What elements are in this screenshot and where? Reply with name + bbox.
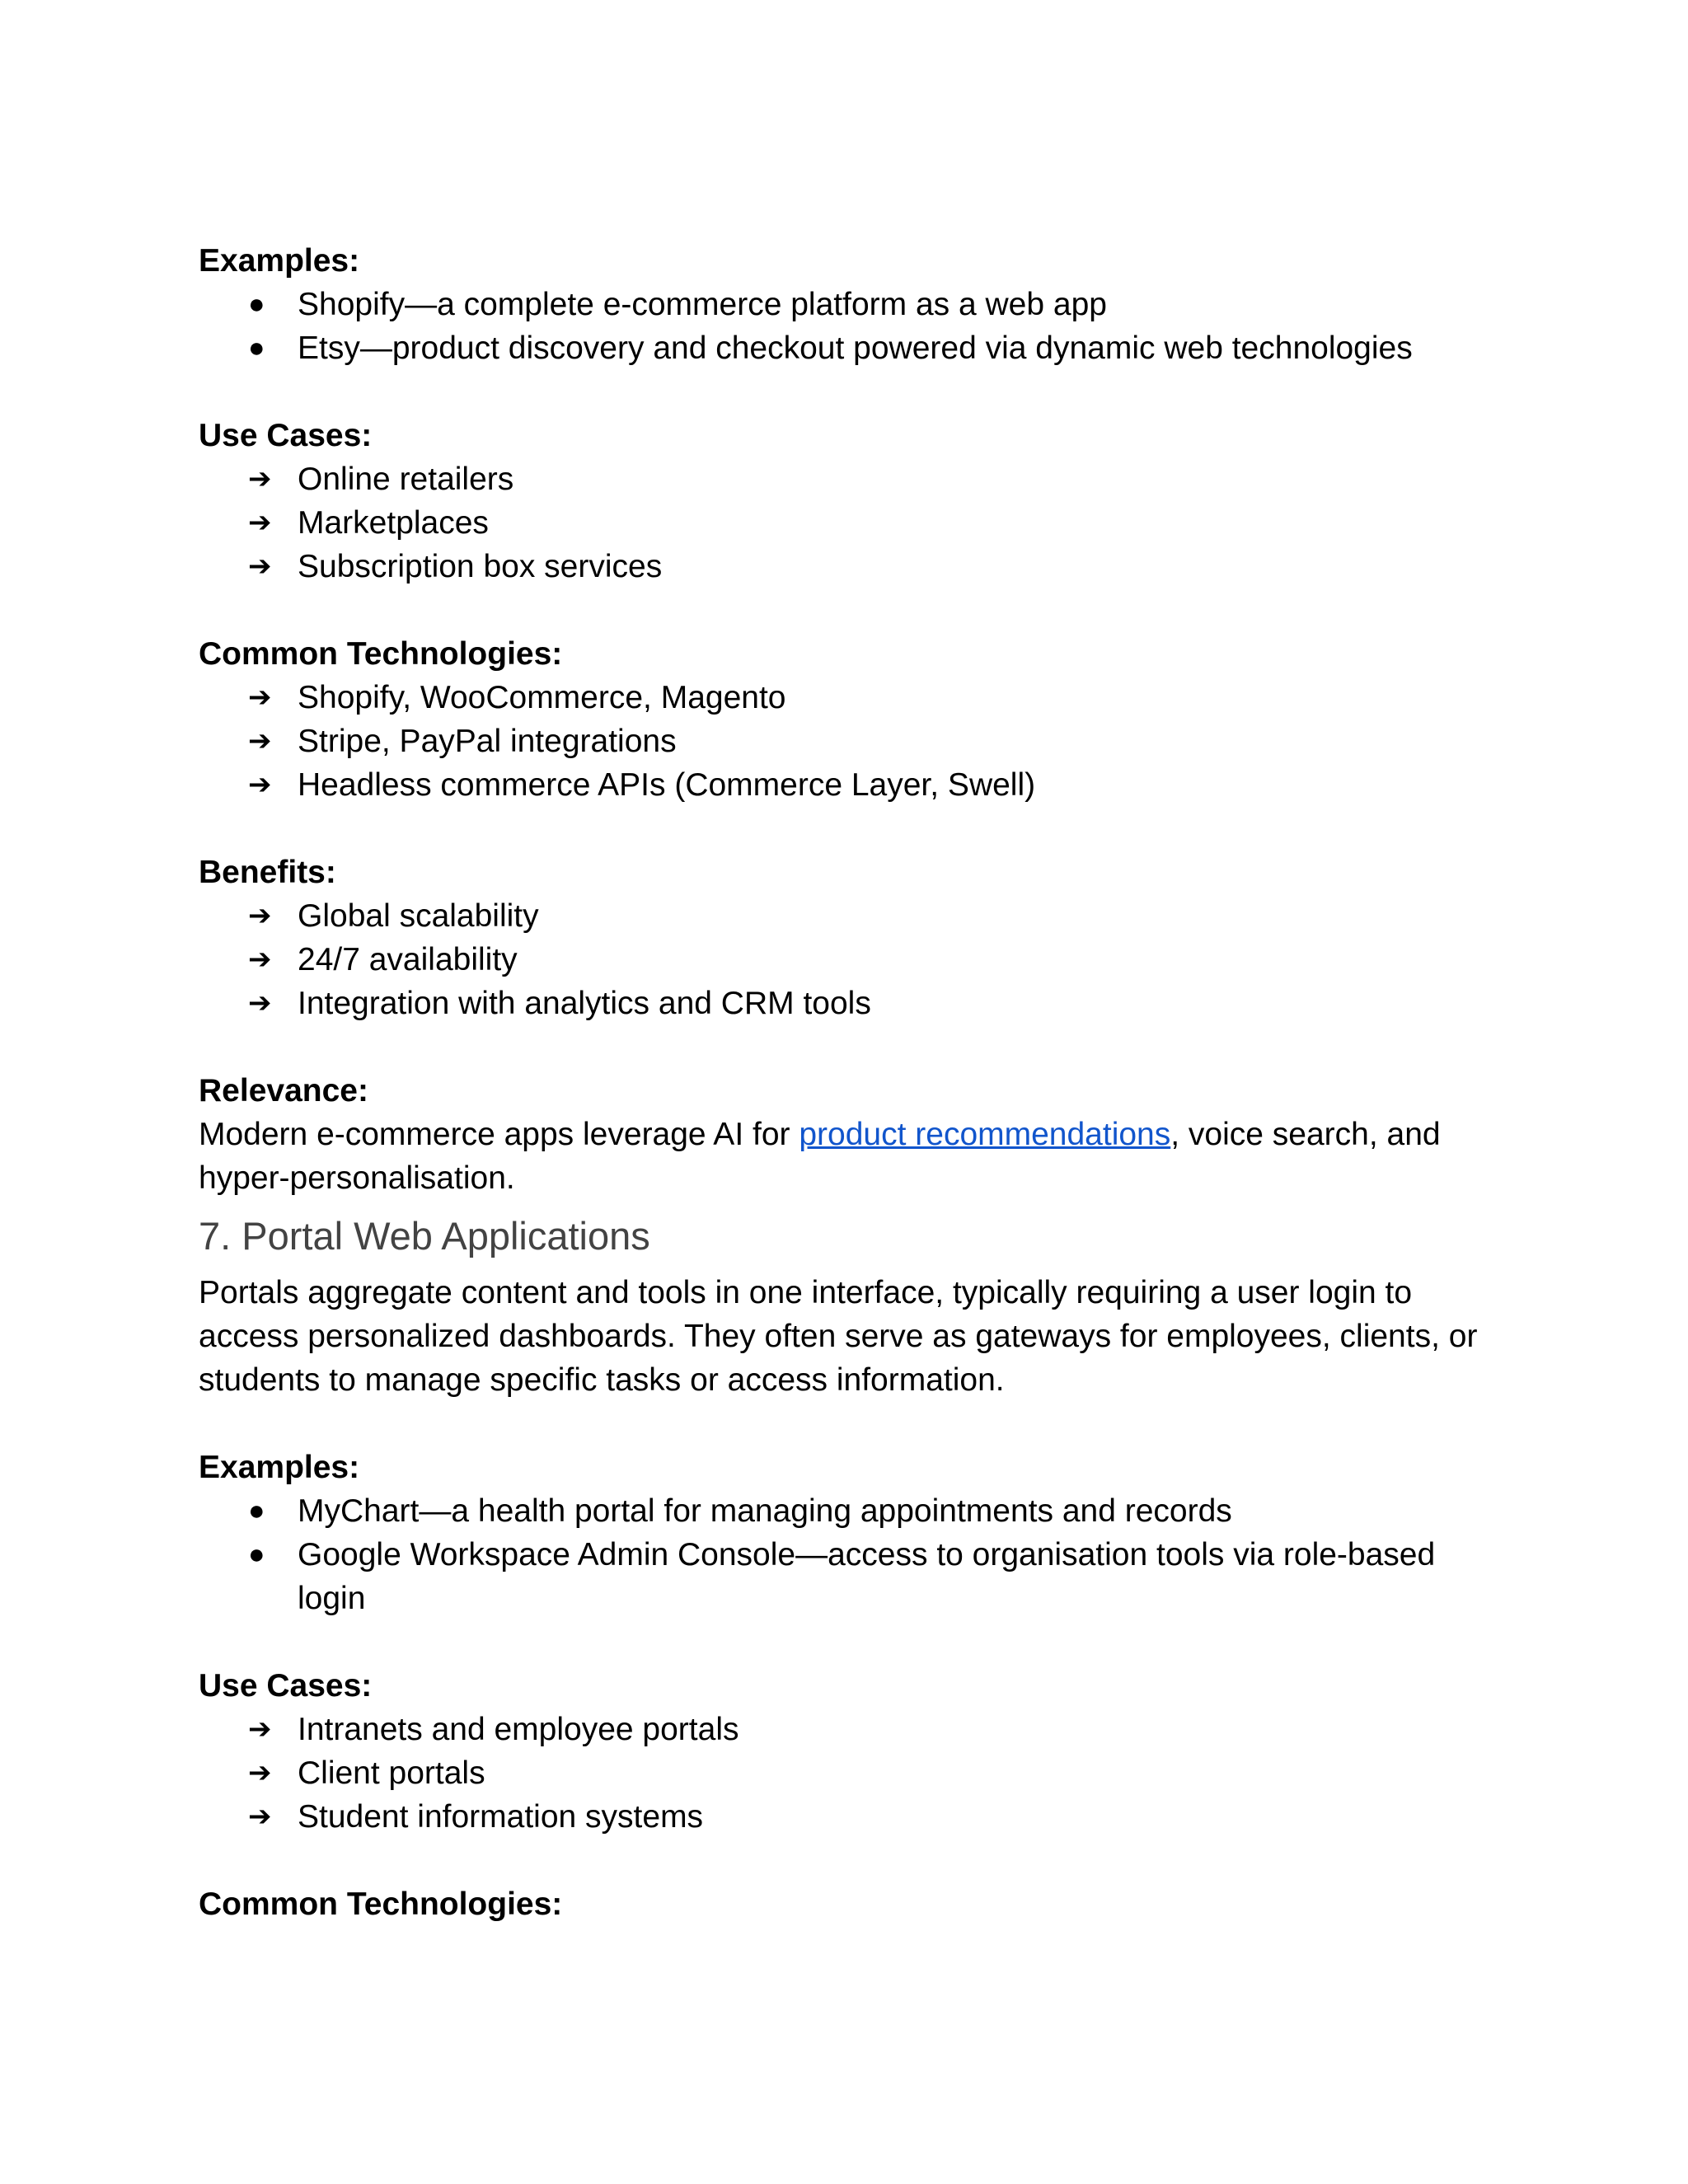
arrow-icon: ➔ <box>248 1800 272 1833</box>
relevance-label: Relevance: <box>199 1073 368 1108</box>
list-item: ➔ Online retailers <box>199 457 1501 501</box>
arrow-icon: ➔ <box>248 1756 272 1789</box>
list-item: ➔ Subscription box services <box>199 545 1501 588</box>
list-item: ➔ Headless commerce APIs (Commerce Layer, Swell) <box>199 763 1501 807</box>
list-item: ● Shopify—a complete e-commerce platform as a web app <box>199 283 1501 326</box>
list-item: ➔ Client portals <box>199 1751 1501 1795</box>
arrow-icon: ➔ <box>248 899 272 932</box>
spacer <box>199 807 1501 851</box>
examples-label: Examples: <box>199 1450 360 1485</box>
bullet-icon: ● <box>248 1539 265 1570</box>
list-item: ➔ 24/7 availability <box>199 938 1501 982</box>
relevance-paragraph: Modern e-commerce apps leverage AI for product recommendations, voice search, and hyper-personalisation. <box>199 1117 1441 1196</box>
arrow-icon: ➔ <box>248 768 272 801</box>
list-item: ➔ Integration with analytics and CRM tools <box>199 982 1501 1025</box>
examples-list <box>199 1489 1501 1620</box>
product-recommendations-link[interactable]: product recommendations <box>799 1117 1171 1152</box>
technologies-list <box>199 676 1501 807</box>
spacer <box>199 1620 1501 1664</box>
list-item: ● Etsy—product discovery and checkout powered via dynamic web technologies <box>199 326 1501 370</box>
use-cases-label: Use Cases: <box>199 1668 373 1704</box>
technologies-label: Common Technologies: <box>199 636 563 672</box>
arrow-icon: ➔ <box>248 987 272 1019</box>
list-item: ➔ Shopify, WooCommerce, Magento <box>199 676 1501 719</box>
examples-label: Examples: <box>199 243 360 279</box>
bullet-icon: ● <box>248 332 265 363</box>
technologies-label: Common Technologies: <box>199 1886 563 1922</box>
list-item: ➔ Global scalability <box>199 894 1501 938</box>
list-item: ● MyChart—a health portal for managing appointments and records <box>199 1489 1501 1533</box>
spacer <box>199 588 1501 632</box>
section-heading: 7. Portal Web Applications <box>199 1214 650 1258</box>
examples-list <box>199 283 1501 370</box>
use-cases-list <box>199 1708 1501 1839</box>
intro-paragraph: Portals aggregate content and tools in one interface, typically requiring a user login to access personalized dashboards. They often serve as gateways for employees, clients, or students to manage specific tasks or access information. <box>199 1275 1478 1398</box>
arrow-icon: ➔ <box>248 1713 272 1746</box>
list-item: ● Google Workspace Admin Console—access to organisation tools via role-based login <box>199 1533 1501 1620</box>
arrow-icon: ➔ <box>248 550 272 583</box>
arrow-icon: ➔ <box>248 462 272 495</box>
spacer <box>199 370 1501 414</box>
spacer <box>199 1402 1501 1446</box>
list-item: ➔ Student information systems <box>199 1795 1501 1839</box>
spacer <box>199 1025 1501 1069</box>
spacer <box>199 1839 1501 1882</box>
benefits-label: Benefits: <box>199 855 336 890</box>
list-item: ➔ Intranets and employee portals <box>199 1708 1501 1751</box>
use-cases-label: Use Cases: <box>199 418 373 453</box>
benefits-list <box>199 894 1501 1025</box>
document-page <box>199 239 1501 1926</box>
bullet-icon: ● <box>248 288 265 320</box>
arrow-icon: ➔ <box>248 506 272 539</box>
list-item: ➔ Marketplaces <box>199 501 1501 545</box>
bullet-icon: ● <box>248 1495 265 1526</box>
list-item: ➔ Stripe, PayPal integrations <box>199 719 1501 763</box>
arrow-icon: ➔ <box>248 681 272 714</box>
arrow-icon: ➔ <box>248 724 272 757</box>
arrow-icon: ➔ <box>248 943 272 976</box>
use-cases-list <box>199 457 1501 588</box>
